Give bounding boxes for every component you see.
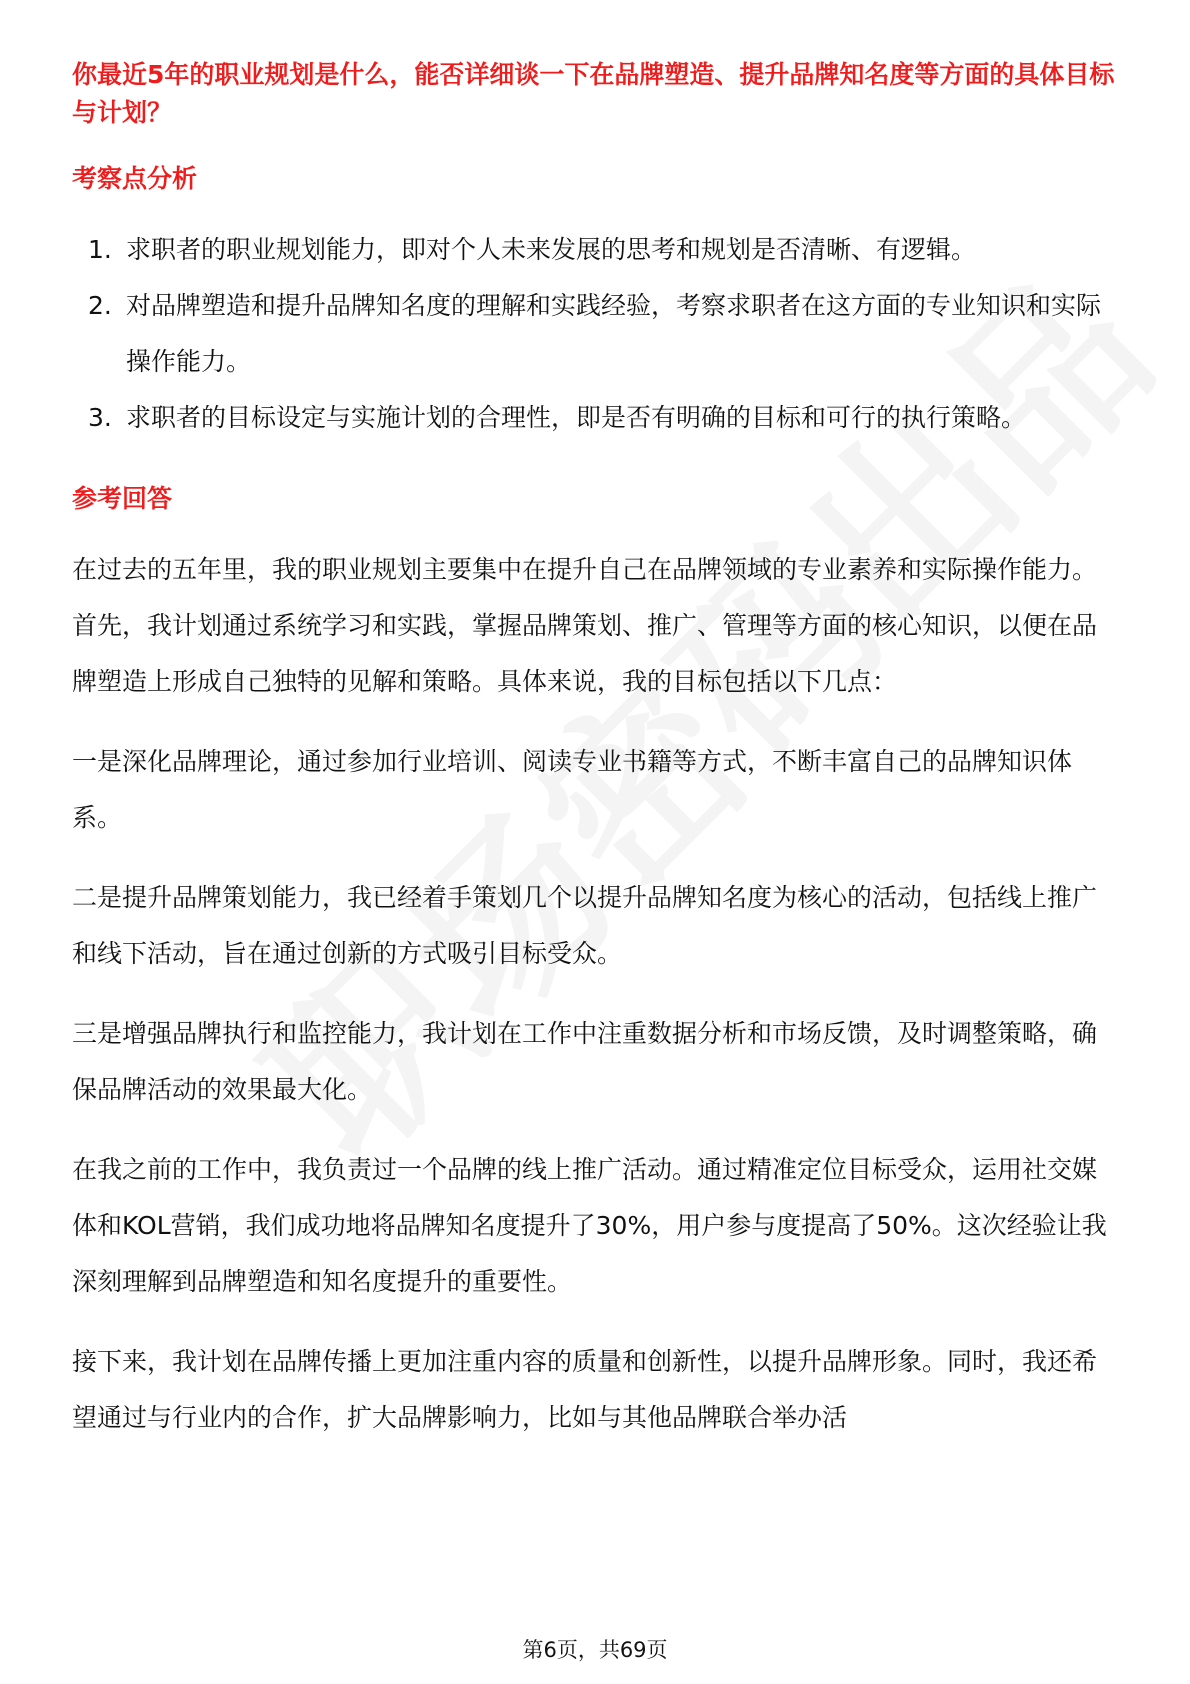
- answer-heading: 参考回答: [72, 484, 173, 513]
- page-number: 第6页，共69页: [522, 1638, 668, 1662]
- analysis-point-3: [72, 390, 1118, 446]
- analysis-points: [72, 222, 1118, 446]
- point-text: 求职者的目标设定与实施计划的合理性，即是否有明确的目标和可行的执行策略。: [126, 403, 1027, 432]
- answer-paragraph-3: 二是提升品牌策划能力，我已经着手策划几个以提升品牌知名度为核心的活动，包括线上推广和线下活动，旨在通过创新的方式吸引目标受众。: [72, 883, 1098, 968]
- question-title: 你最近5年的职业规划是什么，能否详细谈一下在品牌塑造、提升品牌知名度等方面的具体目标与计划？: [72, 60, 1115, 127]
- point-text: 求职者的职业规划能力，即对个人未来发展的思考和规划是否清晰、有逻辑。: [126, 235, 977, 264]
- answer-paragraph-6: 接下来，我计划在品牌传播上更加注重内容的质量和创新性，以提升品牌形象。同时，我还希望通过与行业内的合作，扩大品牌影响力，比如与其他品牌联合举办活: [72, 1347, 1098, 1432]
- point-number: 3.: [88, 403, 112, 432]
- point-number: 1.: [88, 235, 112, 264]
- analysis-point-2: [72, 278, 1118, 390]
- answer-paragraph-2: 一是深化品牌理论，通过参加行业培训、阅读专业书籍等方式，不断丰富自己的品牌知识体系。: [72, 747, 1073, 832]
- point-text: 对品牌塑造和提升品牌知名度的理解和实践经验，考察求职者在这方面的专业知识和实际操作能力。: [126, 291, 1102, 376]
- answer-paragraph-5: 在我之前的工作中，我负责过一个品牌的线上推广活动。通过精准定位目标受众，运用社交媒体和KOL营销，我们成功地将品牌知名度提升了30%，用户参与度提高了50%。这次经验让我深刻理解到品牌塑造和知名度提升的重要性。: [72, 1155, 1107, 1296]
- answer-paragraph-4: 三是增强品牌执行和监控能力，我计划在工作中注重数据分析和市场反馈，及时调整策略，确保品牌活动的效果最大化。: [72, 1019, 1098, 1104]
- answer-paragraph-1: 在过去的五年里，我的职业规划主要集中在提升自己在品牌领域的专业素养和实际操作能力。首先，我计划通过系统学习和实践，掌握品牌策划、推广、管理等方面的核心知识，以便在品牌塑造上形成自己独特的见解和策略。具体来说，我的目标包括以下几点：: [72, 555, 1098, 696]
- analysis-point-1: [72, 222, 1118, 278]
- point-number: 2.: [88, 291, 112, 320]
- analysis-heading: 考察点分析: [72, 164, 198, 193]
